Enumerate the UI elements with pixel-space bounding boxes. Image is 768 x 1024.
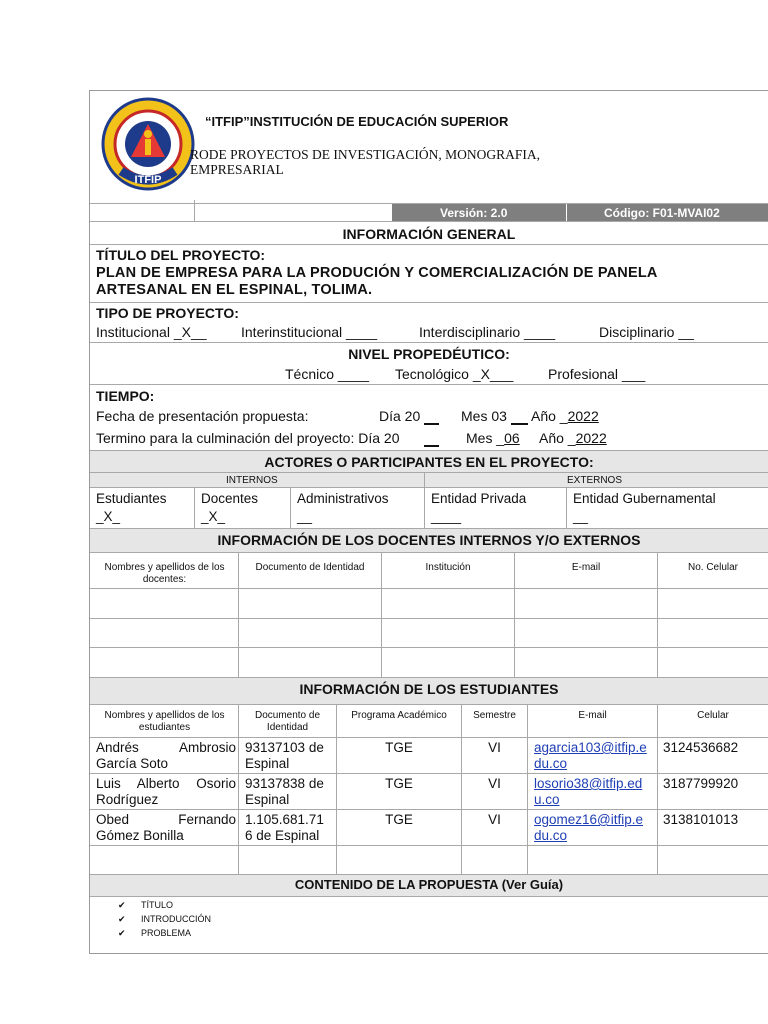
students-header-phone: Celular [697, 710, 729, 721]
student-name-line-2: García Soto [96, 756, 169, 771]
check-icon: ✔ [118, 914, 126, 924]
student-semester: VI [488, 740, 501, 755]
project-type-label: TIPO DE PROYECTO: [96, 305, 239, 321]
check-icon: ✔ [118, 900, 126, 910]
col-divider [290, 487, 291, 528]
institution-logo [101, 97, 195, 193]
divider [90, 302, 768, 303]
day-blank [424, 445, 439, 447]
student-name-line-1: Luis Alberto Osorio [96, 776, 236, 791]
teachers-header-institution: Institución [425, 562, 471, 573]
presentation-year: 2022 [567, 408, 599, 424]
form-title-line-1: RODE PROYECTOS DE INVESTIGACIÓN, MONOGRAFIA, [190, 147, 541, 162]
table-row [90, 588, 768, 589]
col-divider [238, 704, 239, 874]
content-title: CONTENIDO DE LA PROPUESTA (Ver Guía) [294, 877, 564, 892]
col-divider [527, 704, 528, 874]
list-item [118, 898, 211, 912]
divider [90, 342, 768, 343]
actor-entidad-gubernamental-mark: __ [573, 509, 589, 524]
project-title-line-2: ARTESANAL EN EL ESPINAL, TOLIMA. [96, 282, 373, 298]
divider [90, 384, 768, 385]
completion-year-label: Año _ [539, 430, 576, 446]
student-email-link-continued[interactable]: u.co [534, 792, 560, 807]
actor-entidad-privada: Entidad Privada [431, 491, 527, 506]
col-divider [657, 552, 658, 677]
presentation-label: Fecha de presentación propuesta: [96, 408, 309, 424]
presentation-month: Mes 03 [461, 408, 507, 424]
divider [90, 773, 768, 774]
col-divider [424, 472, 425, 528]
student-email-link[interactable]: ogomez16@itfip.e [534, 812, 644, 827]
col-divider [657, 704, 658, 874]
divider [90, 244, 768, 245]
presentation-day: Día 20 [379, 408, 421, 424]
table-row [90, 618, 768, 619]
divider [90, 221, 768, 222]
list-item-label: PROBLEMA [141, 928, 192, 938]
col-divider [238, 552, 239, 677]
student-name-line-1: Obed Fernando [96, 812, 236, 827]
teachers-header-document: Documento de Identidad [255, 562, 365, 573]
version-bar [392, 204, 768, 221]
content-list [118, 898, 211, 940]
level-tecnologico: Tecnológico _X___ [395, 366, 514, 382]
actor-docentes: Docentes [201, 491, 259, 506]
student-email-link-continued[interactable]: du.co [534, 828, 568, 843]
version-label: Versión: 2.0 [440, 206, 508, 220]
completion-label: Termino para la culminación del proyecto: Día 20 [96, 430, 400, 446]
type-interinstitucional: Interinstitucional ____ [241, 324, 378, 340]
student-document-line-2: Espinal [245, 792, 290, 807]
list-item [118, 926, 211, 940]
divider [90, 704, 768, 705]
teachers-header-phone: No. Celular [687, 562, 739, 573]
project-title-line-1: PLAN DE EMPRESA PARA LA PRODUCIÓN Y COMERCIALIZACIÓN DE PANELA [96, 265, 658, 281]
list-item-label: TÍTULO [141, 900, 174, 910]
teachers-title: INFORMACIÓN DE LOS DOCENTES INTERNOS Y/O EXTERNOS [217, 532, 641, 548]
col-divider [514, 552, 515, 677]
level-title: NIVEL PROPEDÉUTICO: [348, 346, 510, 362]
level-profesional: Profesional ___ [548, 366, 646, 382]
students-header-document: Documento de Identidad [254, 710, 321, 733]
actors-title: ACTORES O PARTICIPANTES EN EL PROYECTO: [264, 454, 594, 470]
actor-administrativos-mark: __ [297, 509, 313, 524]
student-semester: VI [488, 776, 501, 791]
student-email-link-continued[interactable]: du.co [534, 756, 568, 771]
completion-year: 2022 [575, 430, 607, 446]
time-label: TIEMPO: [96, 388, 155, 404]
completion-month: 06 [504, 430, 520, 446]
student-document-line-1: 1.105.681.71 [245, 812, 324, 827]
student-document-line-1: 93137103 de [245, 740, 324, 755]
divider [90, 737, 768, 738]
type-disciplinario: Disciplinario __ [599, 324, 694, 340]
student-semester: VI [488, 812, 501, 827]
completion-month-label: Mes _ [466, 430, 505, 446]
students-title: INFORMACIÓN DE LOS ESTUDIANTES [299, 681, 559, 697]
student-name-line-1: Andrés Ambrosio [96, 740, 236, 755]
student-phone: 3124536682 [663, 740, 739, 755]
student-name-line-2: Rodríguez [96, 792, 159, 807]
student-phone: 3187799920 [663, 776, 739, 791]
actor-entidad-gubernamental: Entidad Gubernamental [573, 491, 716, 506]
internal-label: INTERNOS [226, 475, 278, 486]
form-title [190, 147, 610, 177]
actor-entidad-privada-mark: ____ [431, 509, 462, 524]
student-document-line-2: 6 de Espinal [245, 828, 320, 843]
actor-estudiantes-mark: _X_ [96, 509, 121, 524]
actor-estudiantes: Estudiantes [96, 491, 167, 506]
student-document-line-2: Espinal [245, 756, 290, 771]
student-program: TGE [385, 740, 413, 755]
student-name-line-2: Gómez Bonilla [96, 828, 184, 843]
day-blank [424, 423, 439, 425]
student-email-link[interactable]: losorio38@itfip.ed [534, 776, 643, 791]
teachers-header-email: E-mail [571, 562, 601, 573]
code-label: Código: F01-MVAI02 [604, 206, 720, 220]
divider [90, 487, 768, 488]
divider [90, 896, 768, 897]
external-label: EXTERNOS [567, 475, 623, 486]
actor-administrativos: Administrativos [297, 491, 389, 506]
institution-name: “ITFIP”INSTITUCIÓN DE EDUCACIÓN SUPERIOR [205, 114, 509, 129]
presentation-year-label: Año _ [531, 408, 568, 424]
type-institucional: Institucional _X__ [96, 324, 207, 340]
col-divider [566, 487, 567, 528]
student-program: TGE [385, 776, 413, 791]
form-title-line-2: EMPRESARIAL [190, 162, 284, 177]
students-header-semester: Semestre [473, 710, 516, 721]
actor-docentes-mark: _X_ [201, 509, 226, 524]
divider [90, 552, 768, 553]
month-blank [511, 423, 528, 425]
header-cell-divider [194, 200, 195, 221]
general-info-title: INFORMACIÓN GENERAL [342, 226, 516, 242]
logo-acronym: ITFIP [134, 174, 162, 186]
divider [90, 809, 768, 810]
type-interdisciplinario: Interdisciplinario ____ [419, 324, 556, 340]
check-icon: ✔ [118, 928, 126, 938]
col-divider [194, 487, 195, 528]
col-divider [381, 552, 382, 677]
level-tecnico: Técnico ____ [285, 366, 370, 382]
project-title-label: TÍTULO DEL PROYECTO: [96, 247, 266, 263]
version-bar-divider [566, 204, 567, 221]
divider [90, 845, 768, 846]
table-row [90, 647, 768, 648]
students-header-email: E-mail [578, 710, 607, 721]
list-item-label: INTRODUCCIÓN [141, 914, 211, 924]
students-header-program: Programa Académico [351, 710, 447, 721]
student-document-line-1: 93137838 de [245, 776, 324, 791]
list-item [118, 912, 211, 926]
col-divider [336, 704, 337, 874]
student-program: TGE [385, 812, 413, 827]
students-header-name: Nombres y apellidos de los estudiantes [104, 710, 225, 733]
student-phone: 3138101013 [663, 812, 739, 827]
divider [90, 472, 768, 473]
student-email-link[interactable]: agarcia103@itfip.e [534, 740, 647, 755]
teachers-header-name: Nombres y apellidos de los docentes: [104, 562, 225, 585]
col-divider [461, 704, 462, 874]
